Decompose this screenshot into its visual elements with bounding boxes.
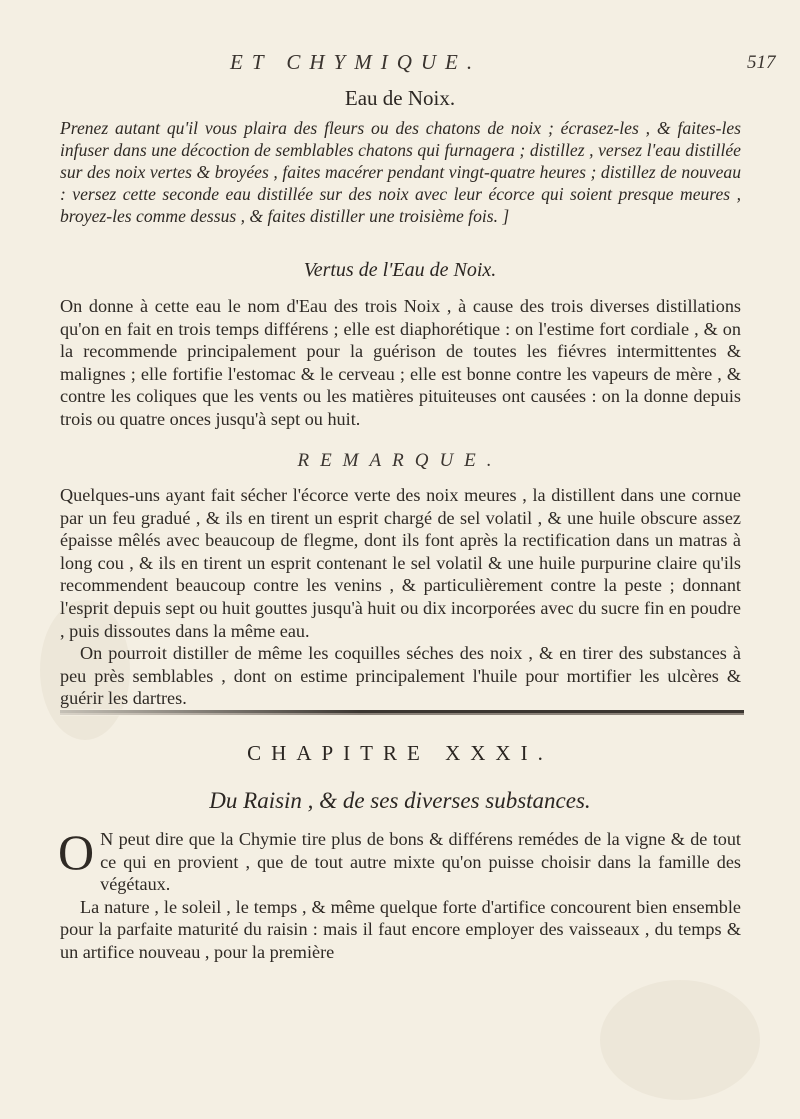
paper-stain: [600, 980, 760, 1100]
recipe-paragraph: [60, 117, 741, 227]
running-head: [0, 50, 800, 80]
remarque-block: [60, 484, 741, 710]
recipe-text: Prenez autant qu'il vous plaira des fleurs ou des chatons de noix ; écrasez-les , & faites-les infuser dans une décoction de semblables chatons qui furnagera ; distillez , versez l'eau distillée sur des noix vertes & broyées , faites macérer pendant vingt-quatre heures ; distillez de nouveau : versez cette seconde eau distillée sur des noix avec leur écorce qui soient presque meures , broyez-les comme dessus , & faites distiller une troisième fois. ]: [60, 118, 741, 226]
divider-fade: [60, 709, 360, 716]
chapter-paragraph-1: [58, 824, 741, 896]
remarque-paragraph-1: Quelques-uns ayant fait sécher l'écorce verte des noix meures , la distillent dans une cornue par un feu gradué , & ils en tirent un esprit chargé de sel volatil , & une huile obscure assez épaisse mêlés avec beaucoup de flegme, dont ils font après la rectification dans un matras à long cou , & ils en tirent un esprit contenant le sel volatil & une huile purpurine claire qu'ils recommendent beaucoup contre les venins , & particulièrement contre la peste ; donnant l'esprit depuis sept ou huit gouttes jusqu'à huit ou dix incorporées avec du sucre fin en poudre , puis dissoutes dans la même eau.: [60, 485, 741, 641]
vertus-paragraph: [60, 295, 741, 431]
section-heading-eau-de-noix: Eau de Noix.: [344, 86, 456, 110]
section-heading-remarque: REMARQUE.: [297, 450, 503, 471]
chapter-paragraph-2: La nature , le soleil , le temps , & même quelque forte d'artifice concourent bien ensemble pour la parfaite maturité du raisin : mais il faut encore employer des vaisseaux , du temps & un artifice nouveau , pour la première: [60, 896, 741, 962]
vertus-text: On donne à cette eau le nom d'Eau des trois Noix , à cause des trois diverses distillations qu'on en fait en trois temps différens ; elle est diaphorétique : on l'estime fort cordiale , & on la recommende principalement pour la guérison de toutes les fiévres intermittentes & malignes ; elle fortifie l'estomac & le cerveau ; elle est bonne contre les vapeurs de mère , & contre les coliques que les vents ou les matières pituiteuses ont causées : on la donne depuis trois ou quatre onces jusqu'à sept ou huit.: [60, 296, 741, 429]
chapter-paragraph-1-text: N peut dire que la Chymie tire plus de bons & différens remédes de la vigne & de tout ce qui en provient , que de tout autre mixte qu'on puisse choisir dans la famille des végétaux.: [100, 829, 741, 895]
chapter-subtitle: Du Raisin , & de ses diverses substances.: [209, 788, 591, 813]
page-number: 517: [747, 52, 776, 73]
chapter-heading: CHAPITRE XXXI.: [247, 741, 553, 765]
remarque-paragraph-2: On pourroit distiller de même les coquilles séches des noix , & en tirer des substances à peu près semblables , dont on estime principalement l'huile pour mortifier les ulcères & guérir les dartres.: [60, 643, 741, 709]
running-head-title: ET CHYMIQUE.: [230, 50, 482, 74]
drop-cap: O: [58, 824, 95, 880]
section-heading-vertus: Vertus de l'Eau de Noix.: [303, 259, 497, 281]
chapter-body: [58, 824, 741, 964]
